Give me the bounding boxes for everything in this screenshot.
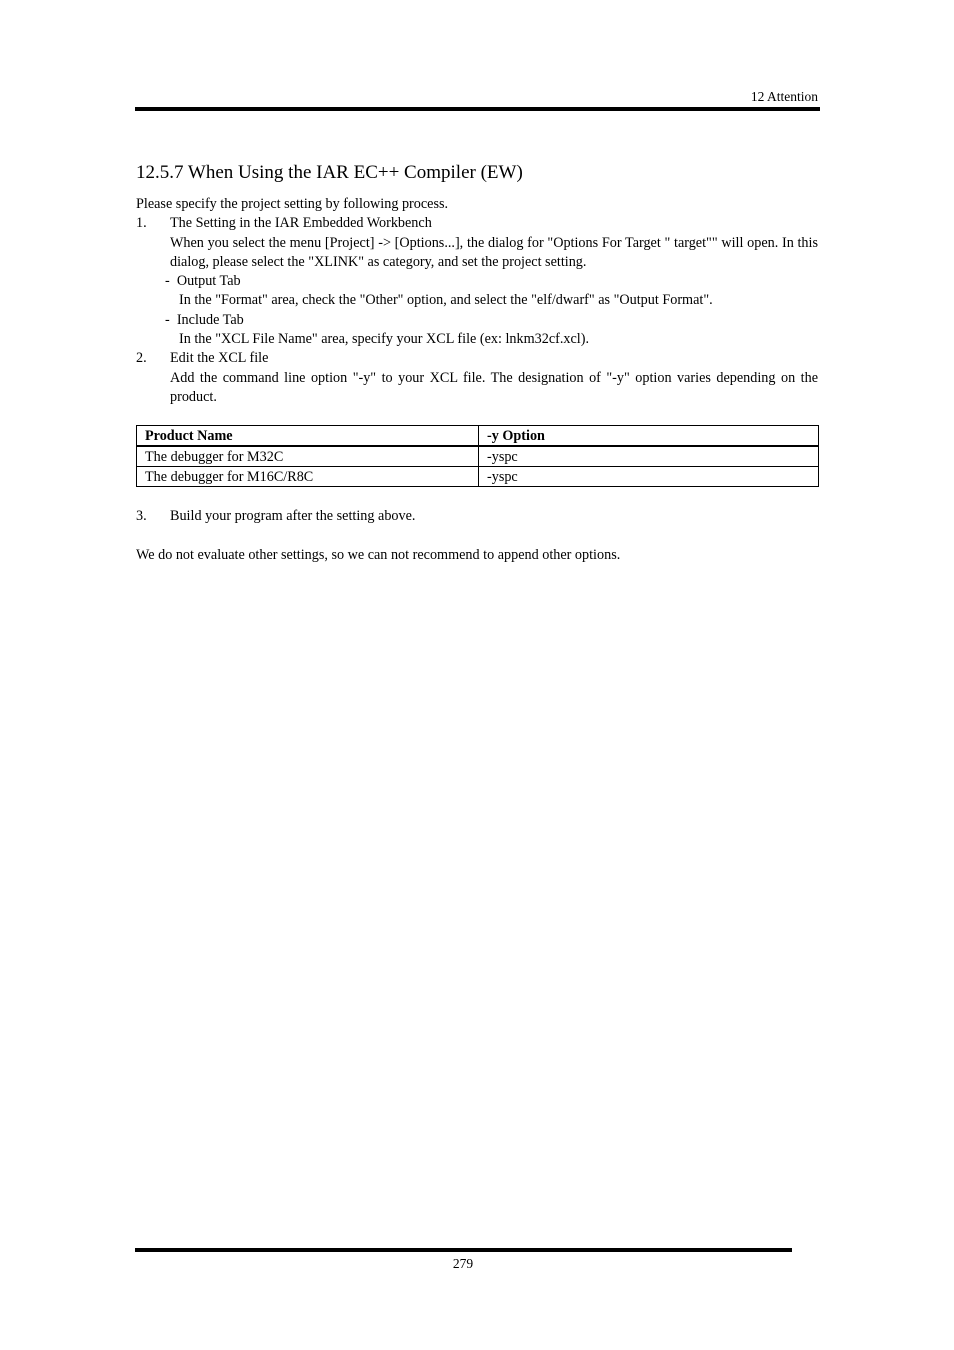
table-header-row: [137, 426, 819, 447]
step-1-body: When you select the menu [Project] -> [Options...], the dialog for "Options For Target " target"" will open. In this dialog, please select the "XLINK" as category, and set the project setting.: [170, 234, 818, 270]
header-rule: [135, 107, 820, 111]
table-cell-product: The debugger for M16C/R8C: [137, 467, 479, 487]
subitem-marker: -: [165, 311, 170, 328]
subitem-output-tab-body: In the "Format" area, check the "Other" option, and select the "elf/dwarf" as "Output Format".: [179, 292, 713, 309]
table-row: [137, 467, 819, 487]
step-1-heading: [136, 214, 818, 233]
table-header-product-name: Product Name: [137, 426, 479, 447]
header-chapter-label: 12 Attention: [750, 89, 818, 104]
table-cell-option: -yspc: [479, 467, 819, 487]
step-2-title: Edit the XCL file: [170, 350, 269, 367]
footer-rule: [135, 1248, 792, 1252]
step-2-body: Add the command line option "-y" to your XCL file. The designation of "-y" option varies depending on the product.: [170, 369, 818, 405]
subitem-include-tab-body: In the "XCL File Name" area, specify your XCL file (ex: lnkm32cf.xcl).: [179, 331, 590, 348]
closing-paragraph: We do not evaluate other settings, so we can not recommend to append other options.: [136, 547, 621, 563]
step-2-number: 2.: [136, 350, 147, 367]
product-option-table: [136, 425, 819, 487]
step-1-number: 1.: [136, 215, 147, 232]
step-3-number: 3.: [136, 508, 147, 524]
page-number: 279: [452, 1256, 474, 1271]
subitem-marker: -: [165, 273, 170, 290]
table-header-y-option: -y Option: [479, 426, 819, 447]
subitem-title: Output Tab: [176, 273, 241, 290]
step-2-heading: [136, 349, 818, 368]
table-row: [137, 446, 819, 467]
subitem-include-tab: [136, 311, 818, 330]
subitem-output-tab: [136, 272, 818, 291]
subitem-title: Include Tab: [176, 311, 244, 328]
step-3: [136, 508, 818, 525]
instructions-block: [136, 195, 818, 407]
step-1-title: The Setting in the IAR Embedded Workbench: [170, 215, 432, 232]
section-title: 12.5.7 When Using the IAR EC++ Compiler (EW): [136, 162, 523, 183]
table-cell-option: -yspc: [479, 446, 819, 467]
intro-paragraph: Please specify the project setting by following process.: [136, 196, 449, 212]
step-3-title: Build your program after the setting above.: [170, 508, 416, 524]
table-cell-product: The debugger for M32C: [137, 446, 479, 467]
